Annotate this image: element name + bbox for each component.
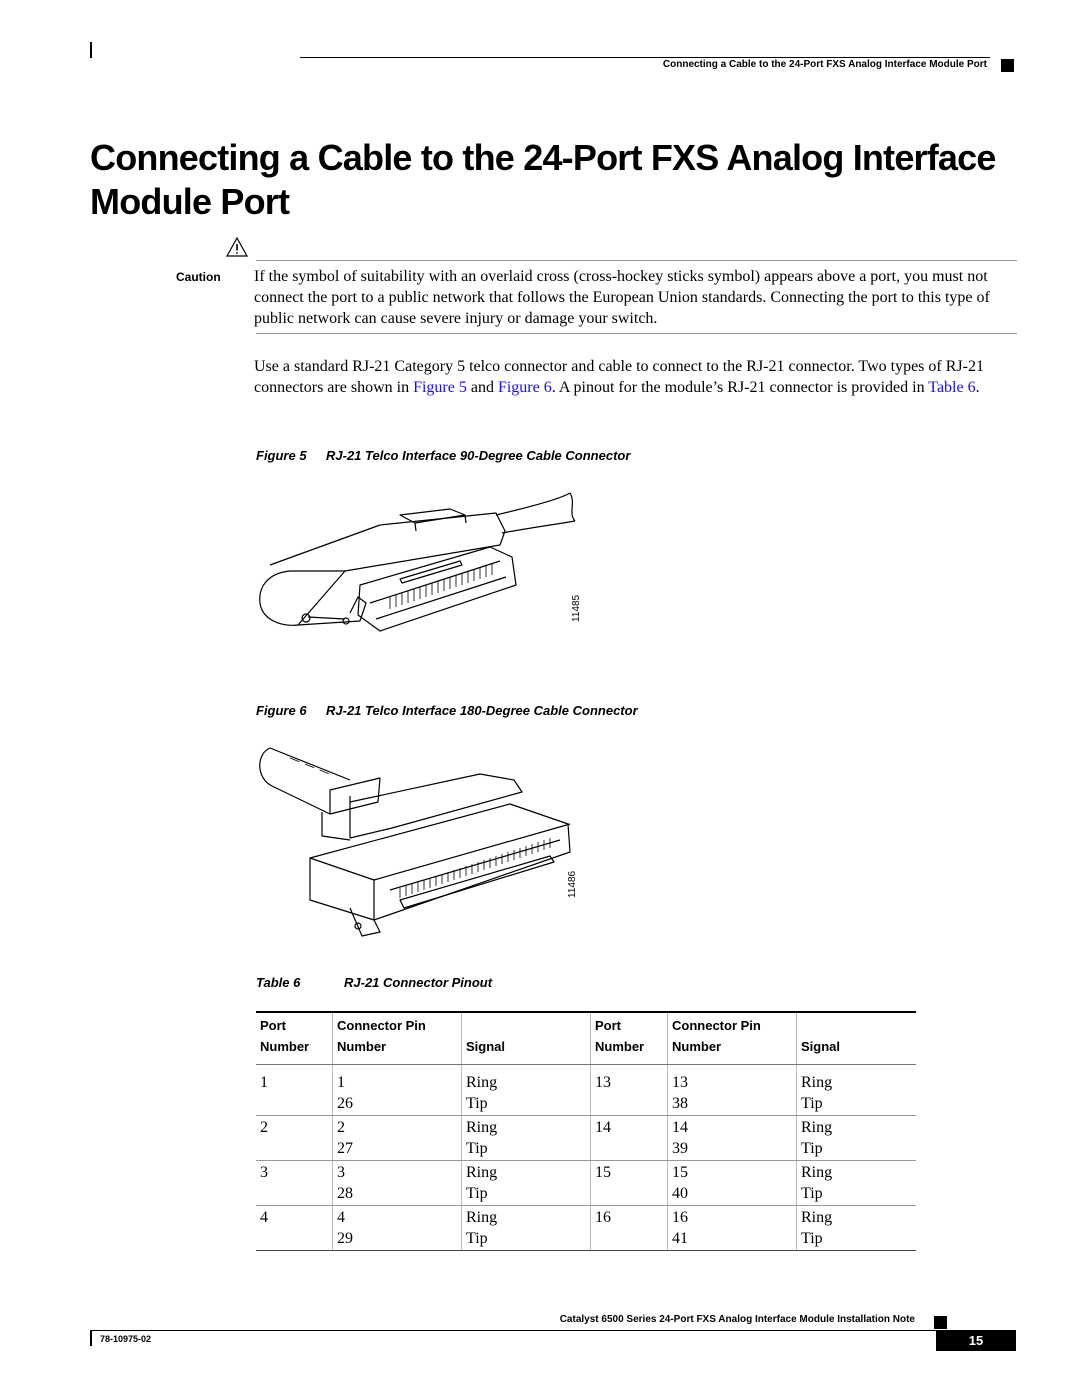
pin-cell: 14 39	[668, 1116, 797, 1161]
header-rule	[300, 57, 990, 58]
table-row	[256, 1116, 916, 1161]
table-row	[256, 1065, 916, 1116]
crop-mark-top	[90, 42, 92, 58]
figure-5-caption	[256, 448, 630, 463]
body-paragraph	[254, 356, 1024, 398]
pinout-table	[256, 1011, 916, 1251]
pin-cell: 16 41	[668, 1206, 797, 1251]
port-number-cell: 14	[591, 1116, 668, 1161]
connector-90-degree-illustration	[250, 485, 590, 665]
signal-cell: Ring Tip	[797, 1206, 917, 1251]
port-number-cell: 4	[256, 1206, 333, 1251]
column-header-port-number: Port Number	[256, 1012, 333, 1065]
running-head: Connecting a Cable to the 24-Port FXS Analog Interface Module Port	[662, 59, 987, 70]
body-text: Use a standard RJ-21 Category 5 telco connector and cable to connect to the RJ-21 connector. Two types of RJ-21 connectors are shown in	[254, 358, 984, 396]
figure-6-art-id: 11486	[567, 870, 578, 898]
port-number-cell: 1	[256, 1065, 333, 1116]
body-text: . A pinout for the module’s RJ-21 connector is provided in	[551, 379, 929, 396]
port-number-cell: 2	[256, 1116, 333, 1161]
crop-mark-bottom	[90, 1330, 92, 1346]
signal-cell: Ring Tip	[797, 1116, 917, 1161]
figure-5-link[interactable]: Figure 5	[413, 379, 467, 396]
signal-cell: Ring Tip	[797, 1161, 917, 1206]
figure-number: Figure 6	[256, 703, 307, 718]
figure-title: RJ-21 Telco Interface 90-Degree Cable Connector	[326, 448, 631, 463]
signal-cell: Ring Tip	[462, 1206, 591, 1251]
body-text: and	[466, 379, 498, 396]
pin-cell: 13 38	[668, 1065, 797, 1116]
table-6-link[interactable]: Table 6	[928, 379, 976, 396]
column-header-signal: Signal	[462, 1012, 591, 1065]
footer-doc-number: 78-10975-02	[100, 1334, 152, 1344]
connector-180-degree-illustration	[250, 740, 590, 950]
table-number: Table 6	[256, 975, 301, 990]
caution-rule-bottom	[256, 333, 1017, 334]
column-header-connector-pin: Connector Pin Number	[668, 1012, 797, 1065]
header-marker	[1001, 59, 1014, 72]
table-header-row	[256, 1012, 916, 1065]
signal-cell: Ring Tip	[462, 1116, 591, 1161]
table-title: RJ-21 Connector Pinout	[344, 975, 493, 990]
signal-cell: Ring Tip	[462, 1065, 591, 1116]
figure-title: RJ-21 Telco Interface 180-Degree Cable Connector	[326, 703, 638, 718]
figure-5-art-id: 11485	[571, 594, 582, 622]
pin-cell: 15 40	[668, 1161, 797, 1206]
column-header-port-number: Port Number	[591, 1012, 668, 1065]
caution-rule-top	[256, 260, 1017, 261]
column-header-connector-pin: Connector Pin Number	[333, 1012, 462, 1065]
pin-cell: 3 28	[333, 1161, 462, 1206]
figure-number: Figure 5	[256, 448, 307, 463]
figure-6-link[interactable]: Figure 6	[497, 379, 552, 396]
page-number: 15	[936, 1331, 1016, 1351]
table-row	[256, 1206, 916, 1251]
caution-text: If the symbol of suitability with an overlaid cross (cross-hockey sticks symbol) appears above a port, you must not connect the port to a public network that follows the European Union standards. Connecting the port to this type of public network can cause severe injury or damage your switch.	[254, 268, 990, 327]
page-title: Connecting a Cable to the 24-Port FXS Analog Interface Module Port	[90, 137, 996, 222]
footer-doc-title: Catalyst 6500 Series 24-Port FXS Analog Interface Module Installation Note	[559, 1314, 915, 1325]
port-number-cell: 3	[256, 1161, 333, 1206]
port-number-cell: 16	[591, 1206, 668, 1251]
signal-cell: Ring Tip	[797, 1065, 917, 1116]
pin-cell: 4 29	[333, 1206, 462, 1251]
table-6-caption	[256, 975, 492, 990]
table-row	[256, 1161, 916, 1206]
port-number-cell: 15	[591, 1161, 668, 1206]
caution-label: Caution	[176, 270, 221, 284]
body-text: .	[975, 379, 980, 396]
footer-marker	[934, 1316, 947, 1329]
figure-6-caption	[256, 703, 638, 718]
warning-triangle-icon	[226, 237, 248, 257]
column-header-signal: Signal	[797, 1012, 917, 1065]
pin-cell: 2 27	[333, 1116, 462, 1161]
pin-cell: 1 26	[333, 1065, 462, 1116]
port-number-cell: 13	[591, 1065, 668, 1116]
signal-cell: Ring Tip	[462, 1161, 591, 1206]
footer-rule	[90, 1330, 1016, 1331]
